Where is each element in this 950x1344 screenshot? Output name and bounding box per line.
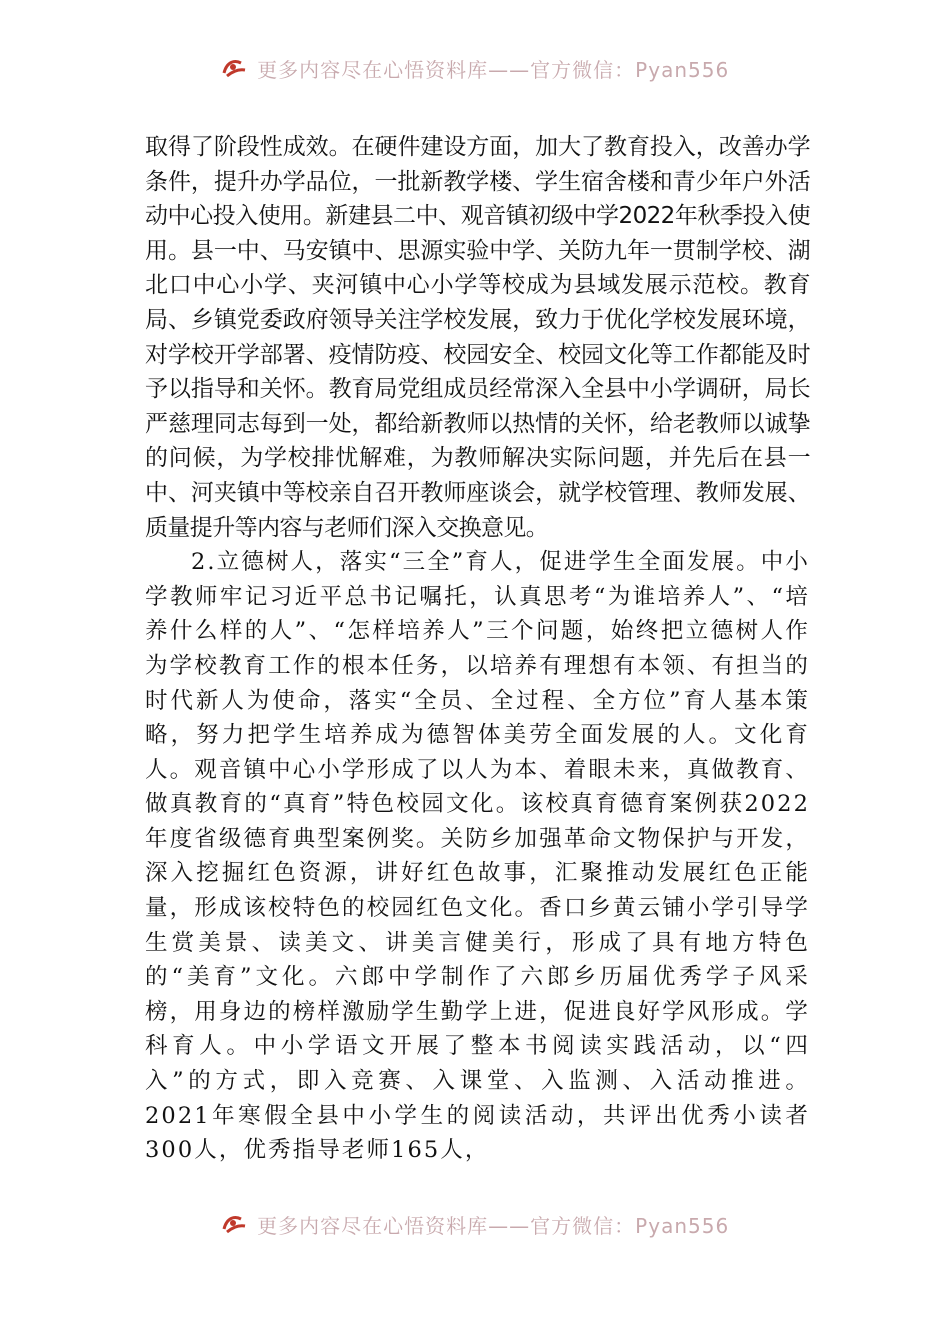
footer-watermark [0,1206,950,1242]
paragraph-continuation: 取得了阶段性成效。在硬件建设方面，加大了教育投入，改善办学条件，提升办学品位，一批新教学楼、学生宿舍楼和青少年户外活动中心投入使用。新建县二中、观音镇初级中学2022年秋季投入使用。县一中、马安镇中、思源实验中学、关防九年一贯制学校、湖北口中心小学、夹河镇中心小学等校成为县域发展示范校。教育局、乡镇党委政府领导关注学校发展，致力于优化学校发展环境，对学校开学部署、疫情防疫、校园安全、校园文化等工作都能及时予以指导和关怀。教育局党组成员经常深入全县中小学调研，局长严慈理同志每到一处，都给新教师以热情的关怀，给老教师以诚挚的问候，为学校排忧解难，为教师解决实际问题，并先后在县一中、河夹镇中等校亲自召开教师座谈会，就学校管理、教师发展、质量提升等内容与老师们深入交换意见。 [145,134,810,541]
paragraph-section-2: 2.立德树人，落实“三全”育人，促进学生全面发展。中小学教师牢记习近平总书记嘱托，认真思考“为谁培养人”、“培养什么样的人”、“怎样培养人”三个问题，始终把立德树人作为学校教育工作的根本任务，以培养有理想有本领、有担当的时代新人为使命，落实“全员、全过程、全方位”育人基本策略，努力把学生培养成为德智体美劳全面发展的人。文化育人。观音镇中心小学形成了以人为本、着眼未来，真做教育、做真教育的“真育”特色校园文化。该校真育德育案例获2022年度省级德育典型案例奖。关防乡加强革命文物保护与开发，深入挖掘红色资源，讲好红色故事，汇聚推动发展红色正能量，形成该校特色的校园红色文化。香口乡黄云铺小学引导学生赏美景、读美文、讲美言健美行，形成了具有地方特色的“美育”文化。六郎中学制作了六郎乡历届优秀学子风采榜，用身边的榜样激励学生勤学上进，促进良好学风形成。学科育人。中小学语文开展了整本书阅读实践活动，以“四入”的方式，即入竞赛、入课堂、入监测、入活动推进。2021年寒假全县中小学生的阅读活动，共评出优秀小读者300人，优秀指导老师165人， [145,549,810,1164]
watermark-logo-icon [221,1213,247,1235]
watermark-text: 更多内容尽在心悟资料库——官方微信：Pyan556 [257,57,730,82]
watermark-text: 更多内容尽在心悟资料库——官方微信：Pyan556 [257,1213,730,1238]
header-watermark [0,50,950,86]
watermark-logo-icon [221,57,247,79]
document-body [145,130,810,1168]
